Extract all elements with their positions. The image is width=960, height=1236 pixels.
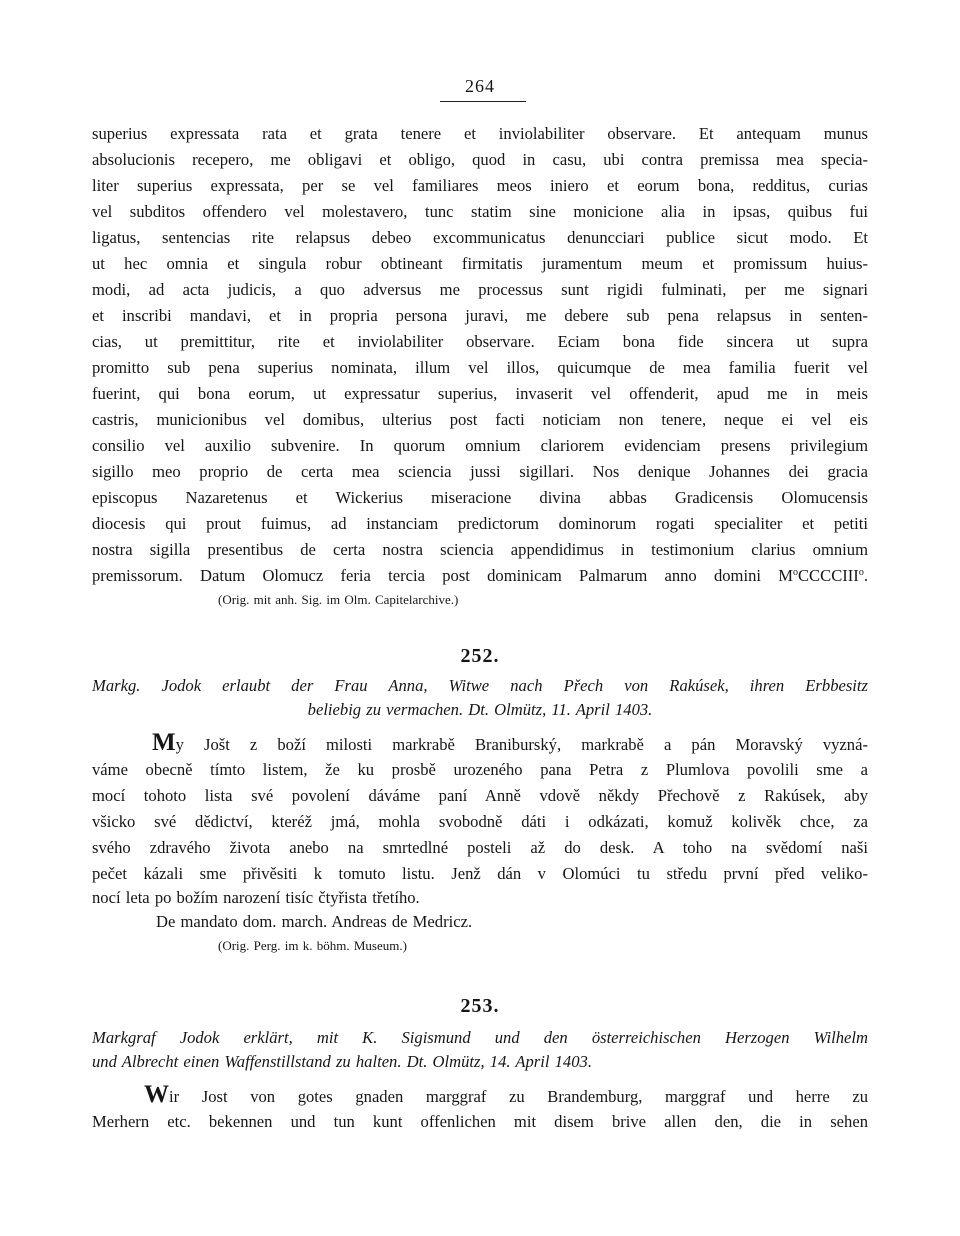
text-line: episcopus Nazaretenus et Wickerius miseracione divina abbas Gradicensis Olomucensis — [92, 488, 868, 507]
first-line-text: ir Jost von gotes gnaden marggraf zu Brandemburg, marggraf und herre zu — [169, 1087, 868, 1106]
text-line: diocesis qui prout fuimus, ad instanciam predictorum dominorum rogati specialiter et petiti — [92, 514, 868, 533]
text-line: ut hec omnia et singula robur obtineant firmitatis juramentum meum et promissum huius- — [92, 254, 868, 273]
text-line: svého zdravého života anebo na smrtedlné posteli až do desk. A toho na svědomí naši — [92, 838, 868, 857]
first-text-line — [144, 1081, 868, 1109]
text-line: consilio vel auxilio subvenire. In quorum omnium clariorem evidenciam presens privilegium — [92, 436, 868, 455]
dating-end: . — [863, 566, 868, 585]
text-line: cias, ut premittitur, rite et inviolabiliter observare. Eciam bona fide sincera ut supra — [92, 332, 868, 351]
first-text-line — [152, 729, 868, 757]
text-line: nostra sigilla presentibus de certa nostra sciencia appendidimus in testimonium clarius omnium — [92, 540, 868, 559]
superscript-o: o — [792, 567, 798, 578]
text-line: superius expressata rata et grata tenere et inviolabiliter observare. Et antequam munus — [92, 124, 868, 143]
source-note: (Orig. mit anh. Sig. im Olm. Capitelarchive.) — [218, 592, 459, 607]
document-number: 252. — [460, 645, 500, 667]
text-line: promitto sub pena superius nominata, illum vel illos, quicumque de mea familia fuerit vel — [92, 358, 868, 377]
regest-line: beliebig zu vermachen. Dt. Olmütz, 11. April 1403. — [307, 700, 653, 719]
text-line: váme obecně tímto listem, že ku prosbě urozeného pana Petra z Plumlova povolili sme a — [92, 760, 868, 779]
text-line: pečet kázali sme přivěsiti k tomuto listu. Jenž dán v Olomúci tu středu první před veliko- — [92, 864, 868, 883]
text-line: všicko své dědictví, kteréž jmá, mohla svobodně dáti i odkázati, komuž kolivěk chce, za — [92, 812, 868, 831]
text-line: sigillo meo proprio de certa mea sciencia jussi sigillari. Nos denique Johannes dei gracia — [92, 462, 868, 481]
text-line: nocí leta po božím narození tisíc čtyřista třetího. — [92, 888, 420, 907]
dating-year: CCCCIII — [797, 566, 859, 585]
regest-line: Markgraf Jodok erklärt, mit K. Sigismund und den österreichischen Herzogen Wilhelm — [92, 1028, 868, 1047]
page-number: 264 — [465, 76, 495, 96]
text-line: fuerint, qui bona eorum, ut expressatur superius, invaserit vel offenderit, apud me in meis — [92, 384, 868, 403]
initial-letter: M — [152, 729, 176, 756]
dating-text: premissorum. Datum Olomucz feria tercia post dominicam Palmarum anno domini M — [92, 566, 793, 585]
initial-letter: W — [144, 1081, 169, 1108]
text-line: mocí tohoto lista své povolení dáváme paní Anně vdově někdy Přechově z Rakúsek, aby — [92, 786, 868, 805]
superscript-o: o — [858, 567, 864, 578]
text-line: ligatus, sentencias rite relapsus debeo excommunicatus denuncciari publice sicut modo. Et — [92, 228, 868, 247]
text-line: Merhern etc. bekennen und tun kunt offenlichen mit disem brive allen den, die in sehen — [92, 1112, 868, 1131]
regest-line: Markg. Jodok erlaubt der Frau Anna, Witwe nach Přech von Rakúsek, ihren Erbbesitz — [92, 676, 868, 695]
mandate-line: De mandato dom. march. Andreas de Medricz. — [156, 912, 473, 931]
text-line: vel subditos offendero vel molestavero, tunc statim sine monicione alia in ipsas, quibus fui — [92, 202, 868, 221]
text-line: absolucionis recepero, me obligavi et obligo, quod in casu, ubi contra premissa mea specia- — [92, 150, 868, 169]
first-line-text: y Jošt z boží milosti markrabě Braniburský, markrabě a pán Moravský vyzná- — [175, 735, 868, 754]
text-line: liter superius expressata, per se vel familiares meos iniero et eorum bona, redditus, curias — [92, 176, 868, 195]
document-number: 253. — [460, 995, 500, 1017]
page-number-rule — [440, 101, 526, 102]
text-line: castris, municionibus vel domibus, ulterius post facti noticiam non tenere, neque ei vel eis — [92, 410, 868, 429]
regest-line: und Albrecht einen Waffenstillstand zu halten. Dt. Olmütz, 14. April 1403. — [92, 1052, 592, 1071]
text-line: modi, ad acta judicis, a quo adversus me processus sunt rigidi fulminati, per me signari — [92, 280, 868, 299]
dating-line — [92, 564, 868, 588]
source-note: (Orig. Perg. im k. böhm. Museum.) — [218, 938, 407, 953]
text-line: et inscribi mandavi, et in propria persona juravi, me debere sub pena relapsus in senten- — [92, 306, 868, 325]
